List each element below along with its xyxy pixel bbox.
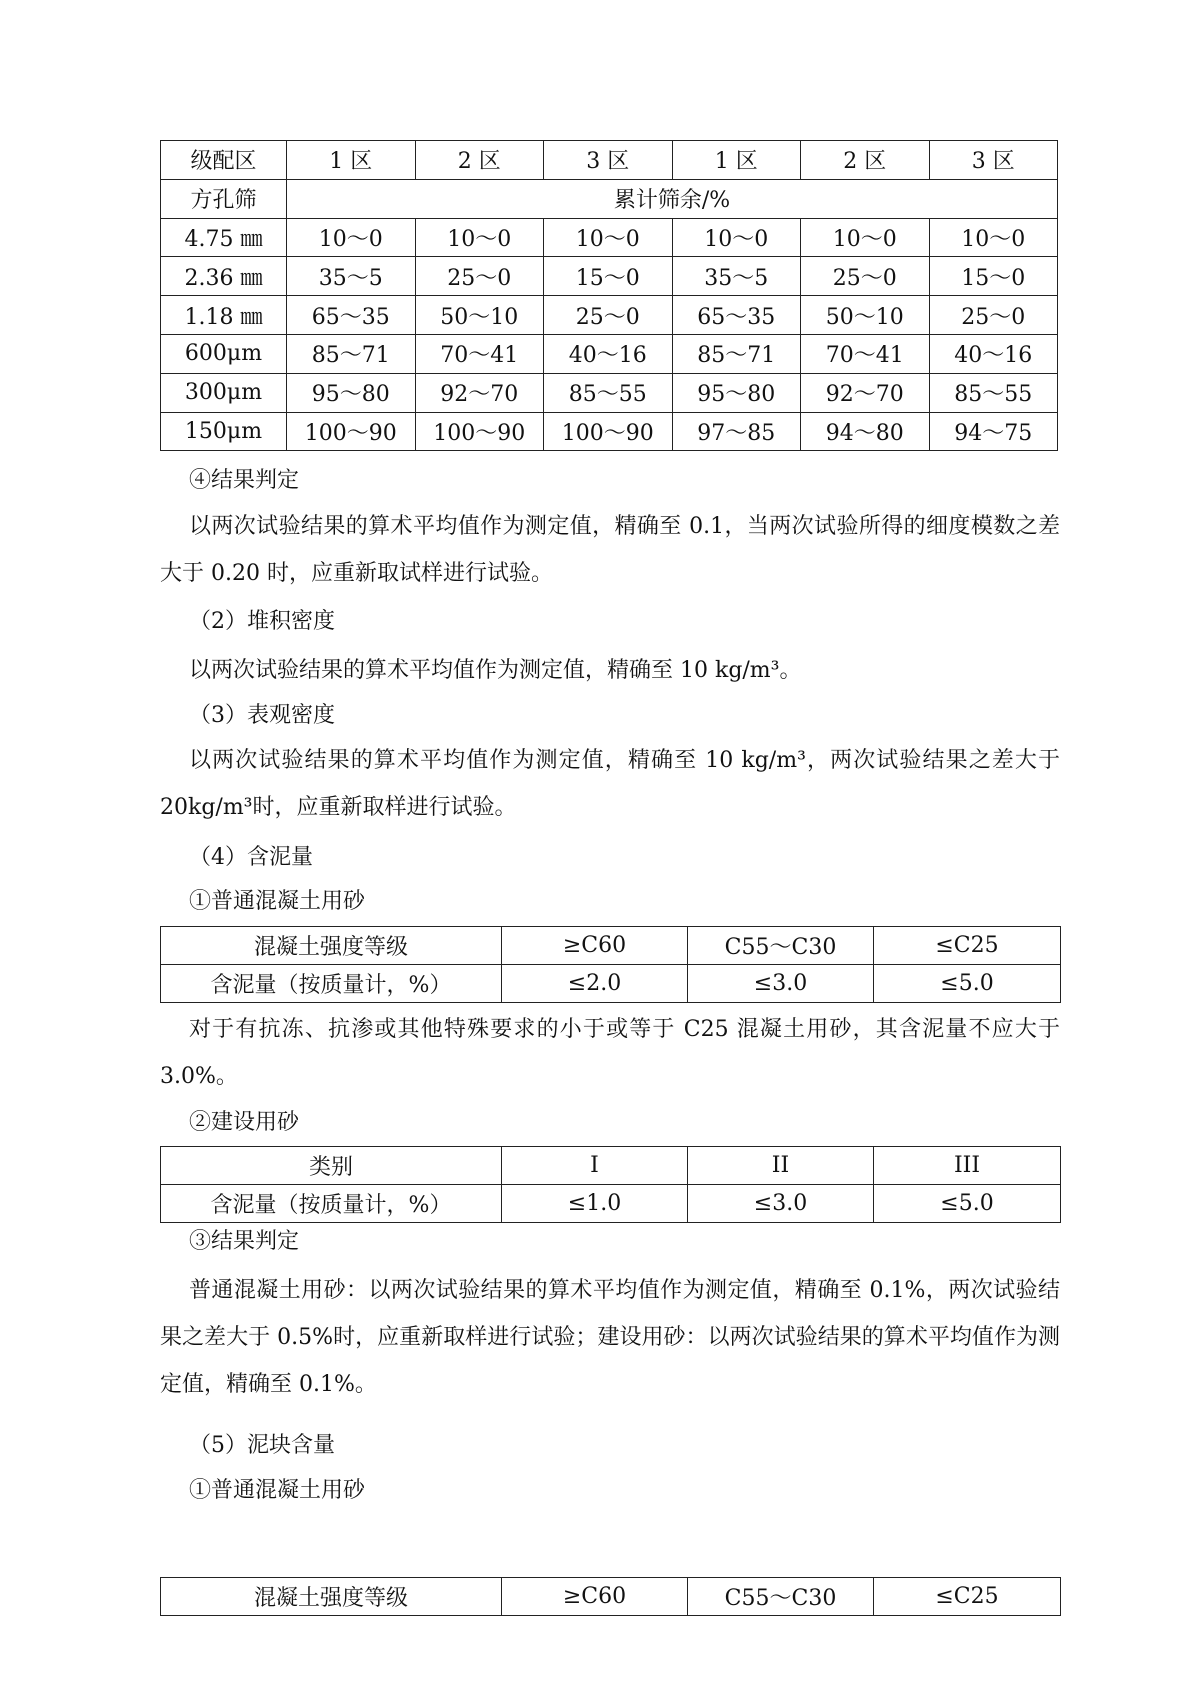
table-cell: ≤3.0: [688, 1185, 874, 1223]
table-cell: 25～0: [929, 296, 1058, 335]
table-cell: 40～16: [929, 334, 1058, 373]
table-cell: 100～90: [544, 412, 673, 451]
table-cell: 方孔筛: [161, 179, 287, 218]
table-cell: 300μm: [161, 373, 287, 412]
table-cell: 25～0: [415, 257, 544, 296]
table-cell: ≥C60: [502, 1578, 688, 1616]
table-header-row: [161, 927, 1061, 965]
table-cell: ≤C25: [874, 927, 1061, 965]
table-cell: 级配区: [161, 141, 287, 180]
table-cell: 92～70: [415, 373, 544, 412]
table-cell: 85～55: [929, 373, 1058, 412]
table-header-row: [161, 141, 1058, 180]
table-cell: 40～16: [544, 334, 673, 373]
table-cell: 1 区: [672, 141, 801, 180]
lump-content-table-ordinary: [160, 1577, 1061, 1616]
table-cell: 含泥量（按质量计，%）: [161, 965, 502, 1003]
table-cell: 25～0: [801, 257, 930, 296]
table-cell: ≥C60: [502, 927, 688, 965]
table-cell: 65～35: [672, 296, 801, 335]
table-cell: C55～C30: [688, 927, 874, 965]
table-cell: 92～70: [801, 373, 930, 412]
table-cell: 混凝土强度等级: [161, 927, 502, 965]
lump-content-heading: （5）泥块含量: [189, 1433, 335, 1458]
special-requirement-paragraph: 对于有抗冻、抗渗或其他特殊要求的小于或等于 C25 混凝土用砂，其含泥量不应大于 3.0%。: [160, 1017, 1060, 1089]
table-row: [161, 412, 1058, 451]
table-cell: 35～5: [672, 257, 801, 296]
table-cell: 25～0: [544, 296, 673, 335]
table-cell: 10～0: [929, 218, 1058, 257]
table-cell: 50～10: [801, 296, 930, 335]
table-cell: 2.36 ㎜: [161, 257, 287, 296]
table-cell: III: [874, 1147, 1061, 1185]
table-cell: 10～0: [672, 218, 801, 257]
table-cell: 4.75 ㎜: [161, 218, 287, 257]
table-cell: I: [502, 1147, 688, 1185]
table-cell: 100～90: [415, 412, 544, 451]
table-row: [161, 373, 1058, 412]
table-cell: ≤2.0: [502, 965, 688, 1003]
table-row: [161, 1185, 1061, 1223]
bulk-density-paragraph: 以两次试验结果的算术平均值作为测定值，精确至 10 kg/m³。: [189, 658, 802, 683]
lump-ordinary-heading: ①普通混凝土用砂: [189, 1478, 366, 1503]
ordinary-sand-heading: ①普通混凝土用砂: [189, 889, 366, 914]
construction-sand-heading: ②建设用砂: [189, 1110, 300, 1135]
mud-content-table-construction: [160, 1146, 1061, 1223]
table-cell: 95～80: [287, 373, 416, 412]
table-cell: 累计筛余/%: [287, 179, 1058, 218]
table-row: [161, 179, 1058, 218]
table-header-row: [161, 1147, 1061, 1185]
table-cell: 94～80: [801, 412, 930, 451]
table-cell: 97～85: [672, 412, 801, 451]
mud-content-heading: （4）含泥量: [189, 845, 313, 870]
table-cell: II: [688, 1147, 874, 1185]
table-cell: 50～10: [415, 296, 544, 335]
table-cell: 85～55: [544, 373, 673, 412]
table-cell: 2 区: [801, 141, 930, 180]
table-cell: ≤5.0: [874, 1185, 1061, 1223]
table-row: [161, 334, 1058, 373]
table-row: [161, 296, 1058, 335]
result-paragraph: 以两次试验结果的算术平均值作为测定值，精确至 0.1，当两次试验所得的细度模数之差大于 0.20 时，应重新取试样进行试验。: [160, 514, 1060, 586]
table-cell: 3 区: [929, 141, 1058, 180]
table-cell: ≤1.0: [502, 1185, 688, 1223]
table-cell: 70～41: [415, 334, 544, 373]
table-cell: 65～35: [287, 296, 416, 335]
table-cell: C55～C30: [688, 1578, 874, 1616]
table-cell: 100～90: [287, 412, 416, 451]
table-cell: 混凝土强度等级: [161, 1578, 502, 1616]
table-cell: 35～5: [287, 257, 416, 296]
table-cell: 1 区: [287, 141, 416, 180]
mud-content-table-ordinary: [160, 926, 1061, 1003]
table-cell: 600μm: [161, 334, 287, 373]
table-cell: 10～0: [544, 218, 673, 257]
table-cell: 15～0: [544, 257, 673, 296]
table-cell: 15～0: [929, 257, 1058, 296]
table-cell: 3 区: [544, 141, 673, 180]
table-cell: 94～75: [929, 412, 1058, 451]
table-cell: ≤3.0: [688, 965, 874, 1003]
table-cell: 10～0: [287, 218, 416, 257]
table-header-row: [161, 1578, 1061, 1616]
table-cell: 85～71: [672, 334, 801, 373]
table-cell: 类别: [161, 1147, 502, 1185]
table-cell: 2 区: [415, 141, 544, 180]
result-heading: ④结果判定: [189, 468, 300, 493]
table-cell: 1.18 ㎜: [161, 296, 287, 335]
table-cell: 150μm: [161, 412, 287, 451]
table-cell: 95～80: [672, 373, 801, 412]
table-row: [161, 257, 1058, 296]
table-cell: 85～71: [287, 334, 416, 373]
table-cell: 10～0: [415, 218, 544, 257]
mud-result-heading: ③结果判定: [189, 1229, 300, 1254]
apparent-density-paragraph: 以两次试验结果的算术平均值作为测定值，精确至 10 kg/m³，两次试验结果之差大于 20kg/m³时，应重新取样进行试验。: [160, 748, 1060, 820]
table-cell: 10～0: [801, 218, 930, 257]
table-cell: ≤C25: [874, 1578, 1061, 1616]
table-row: [161, 965, 1061, 1003]
table-row: [161, 218, 1058, 257]
mud-result-paragraph: 普通混凝土用砂：以两次试验结果的算术平均值作为测定值，精确至 0.1%，两次试验结果之差大于 0.5%时，应重新取样进行试验；建设用砂：以两次试验结果的算术平均值作为测定值，精确至 0.1%。: [160, 1278, 1060, 1397]
table-cell: ≤5.0: [874, 965, 1061, 1003]
bulk-density-heading: （2）堆积密度: [189, 609, 335, 634]
table-cell: 含泥量（按质量计，%）: [161, 1185, 502, 1223]
apparent-density-heading: （3）表观密度: [189, 703, 335, 728]
grading-table: [160, 140, 1058, 451]
table-cell: 70～41: [801, 334, 930, 373]
